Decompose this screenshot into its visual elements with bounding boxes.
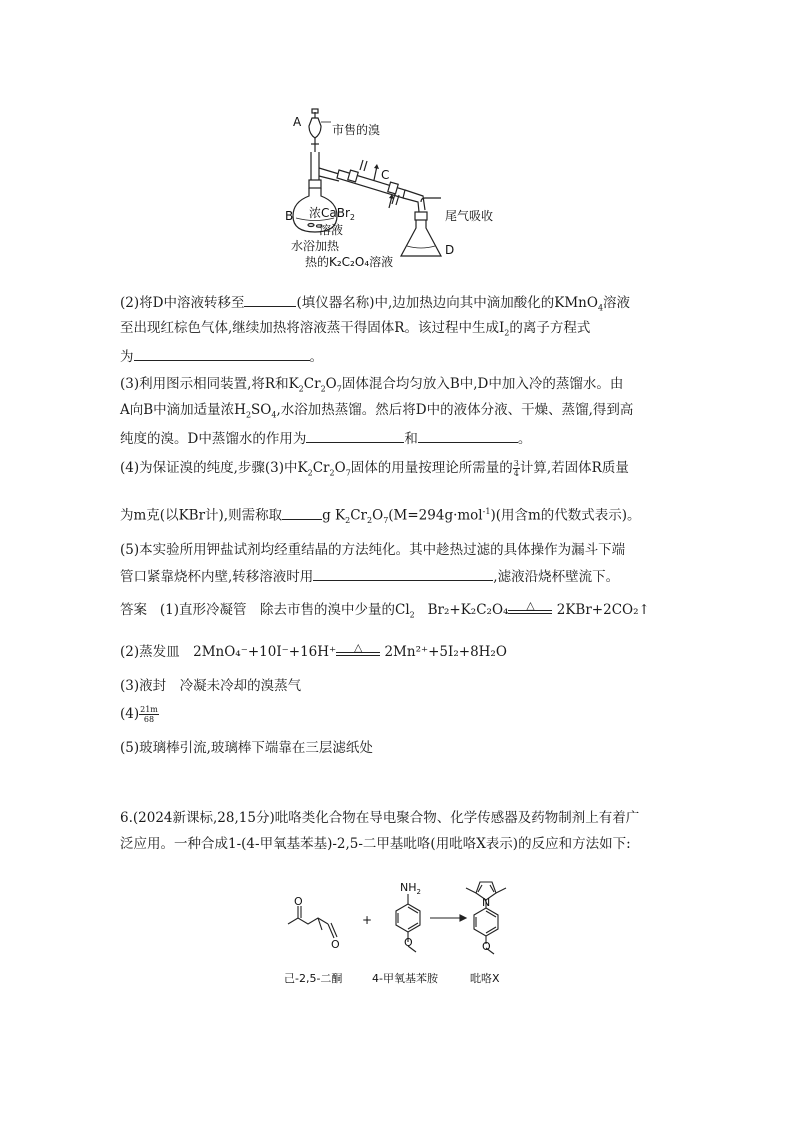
nh2-label: $NH_2$	[400, 881, 421, 896]
q2-blank-equation	[134, 346, 310, 361]
label-a: A	[293, 115, 302, 129]
q6-line2: 泛应用。一种合成1-(4-甲氧基苯基)-2,5-二甲基吡咯(用吡咯X表示)的反应和方法如下:	[120, 836, 631, 852]
answer-label: 答案	[120, 602, 147, 618]
answer-fraction: $\frac{21m}{68}$	[140, 705, 158, 724]
q3-line3: 纯度的溴。D中蒸馏水的作用为 和 。	[120, 428, 531, 449]
q3-line2: A向B中滴加适量浓$H_2SO_4$,水浴加热蒸馏。然后将D中的液体分液、干燥、蒸馏,得到高	[120, 402, 634, 420]
pyrrole-n: N	[482, 896, 491, 909]
q3-blank-2	[418, 428, 518, 443]
ketone-o-1: O	[294, 895, 303, 908]
heat-arrow: △	[508, 608, 552, 614]
label-water-bath: 水浴加热	[291, 239, 340, 253]
answer-line2: (2)蒸发皿 2MnO₄⁻+10I⁻+16H⁺ △ 2Mn²⁺+5I₂+8H₂O	[120, 641, 507, 660]
q5-blank	[313, 566, 493, 581]
answer-line5: (5)玻璃棒引流,玻璃棒下端靠在三层滤纸处	[120, 740, 373, 756]
distillation-apparatus-figure	[285, 104, 535, 274]
answer-line4: (4) $\frac{21m}{68}$	[120, 705, 158, 724]
label-b: B	[285, 209, 294, 223]
q4-fraction: $\frac{3}{4}$	[513, 459, 519, 478]
label-tail-gas: 尾气吸收	[445, 209, 494, 223]
q3-blank-1	[306, 428, 404, 443]
reaction-scheme-figure	[280, 872, 520, 990]
q2-line2: 至出现红棕色气体,继续加热将溶液蒸干得固体R。该过程中生成$I_2$的离子方程式	[120, 320, 591, 338]
methoxy-o-2: O	[482, 940, 491, 953]
heat-arrow-2: △	[336, 650, 380, 656]
q2-line3: 为 。	[120, 346, 323, 367]
label-solution: 溶液	[319, 223, 344, 237]
pyrrole-aryl-ring	[474, 908, 498, 936]
q2-blank-instrument	[244, 292, 296, 307]
answer-line1: 答案 (1)直形冷凝管 除去市售的溴中少量的$Cl_2$ Br₂+K₂C₂O₄ △ 2KBr+2CO₂↑	[120, 599, 650, 620]
q6-line1: 6.(2024新课标,28,15分)吡咯类化合物在导电聚合物、化学传感器及药物制剂上有着广	[120, 810, 640, 826]
label-c: C	[381, 168, 390, 182]
name-methoxyaniline: 4-甲氧基苯胺	[372, 972, 438, 985]
methoxy-o-1: O	[404, 936, 413, 949]
q4-line1: (4)为保证溴的纯度,步骤(3)中$K_2Cr_2O_7$固体的用量按理论所需量的 $\frac{3}{4}$ 计算,若固体R质量	[120, 459, 629, 478]
name-pyrrole-x: 吡咯X	[470, 972, 500, 985]
plus-sign: +	[362, 913, 373, 927]
name-dione: 己-2,5-二酮	[284, 972, 343, 985]
dione-chain	[288, 918, 328, 924]
label-d: D	[445, 243, 455, 257]
aniline-ring	[396, 904, 420, 932]
q3-line1: (3)利用图示相同装置,将R和$K_2Cr_2O_7$固体混合均匀放入B中,D中加入冷的蒸馏水。由	[120, 376, 624, 394]
q2-line1: (2)将D中溶液转移至 (填仪器名称)中,边加热边向其中滴加酸化的KMnO$_4$溶液	[120, 292, 630, 319]
q4-blank-mass	[282, 505, 322, 520]
q5-line2: 管口紧靠烧杯内壁,转移溶液时用 ,滤液沿烧杯壁流下。	[120, 566, 619, 587]
label-k2c2o4: 热的K₂C₂O₄溶液	[305, 255, 394, 269]
answer-line3: (3)液封 冷凝未冷却的溴蒸气	[120, 678, 302, 694]
label-cabr2: 浓CaBr$_2$	[309, 206, 355, 222]
q4-line2: 为m克(以KBr计),则需称取 g $K_2Cr_2O_7(M=294g\cdot mol^{-1})$(用含m的代数式表示)。	[120, 502, 641, 531]
ketone-o-2: O	[331, 938, 340, 951]
label-bromine: 市售的溴	[332, 123, 381, 137]
q5-line1: (5)本实验所用钾盐试剂均经重结晶的方法纯化。其中趁热过滤的具体操作为漏斗下端	[120, 542, 626, 558]
